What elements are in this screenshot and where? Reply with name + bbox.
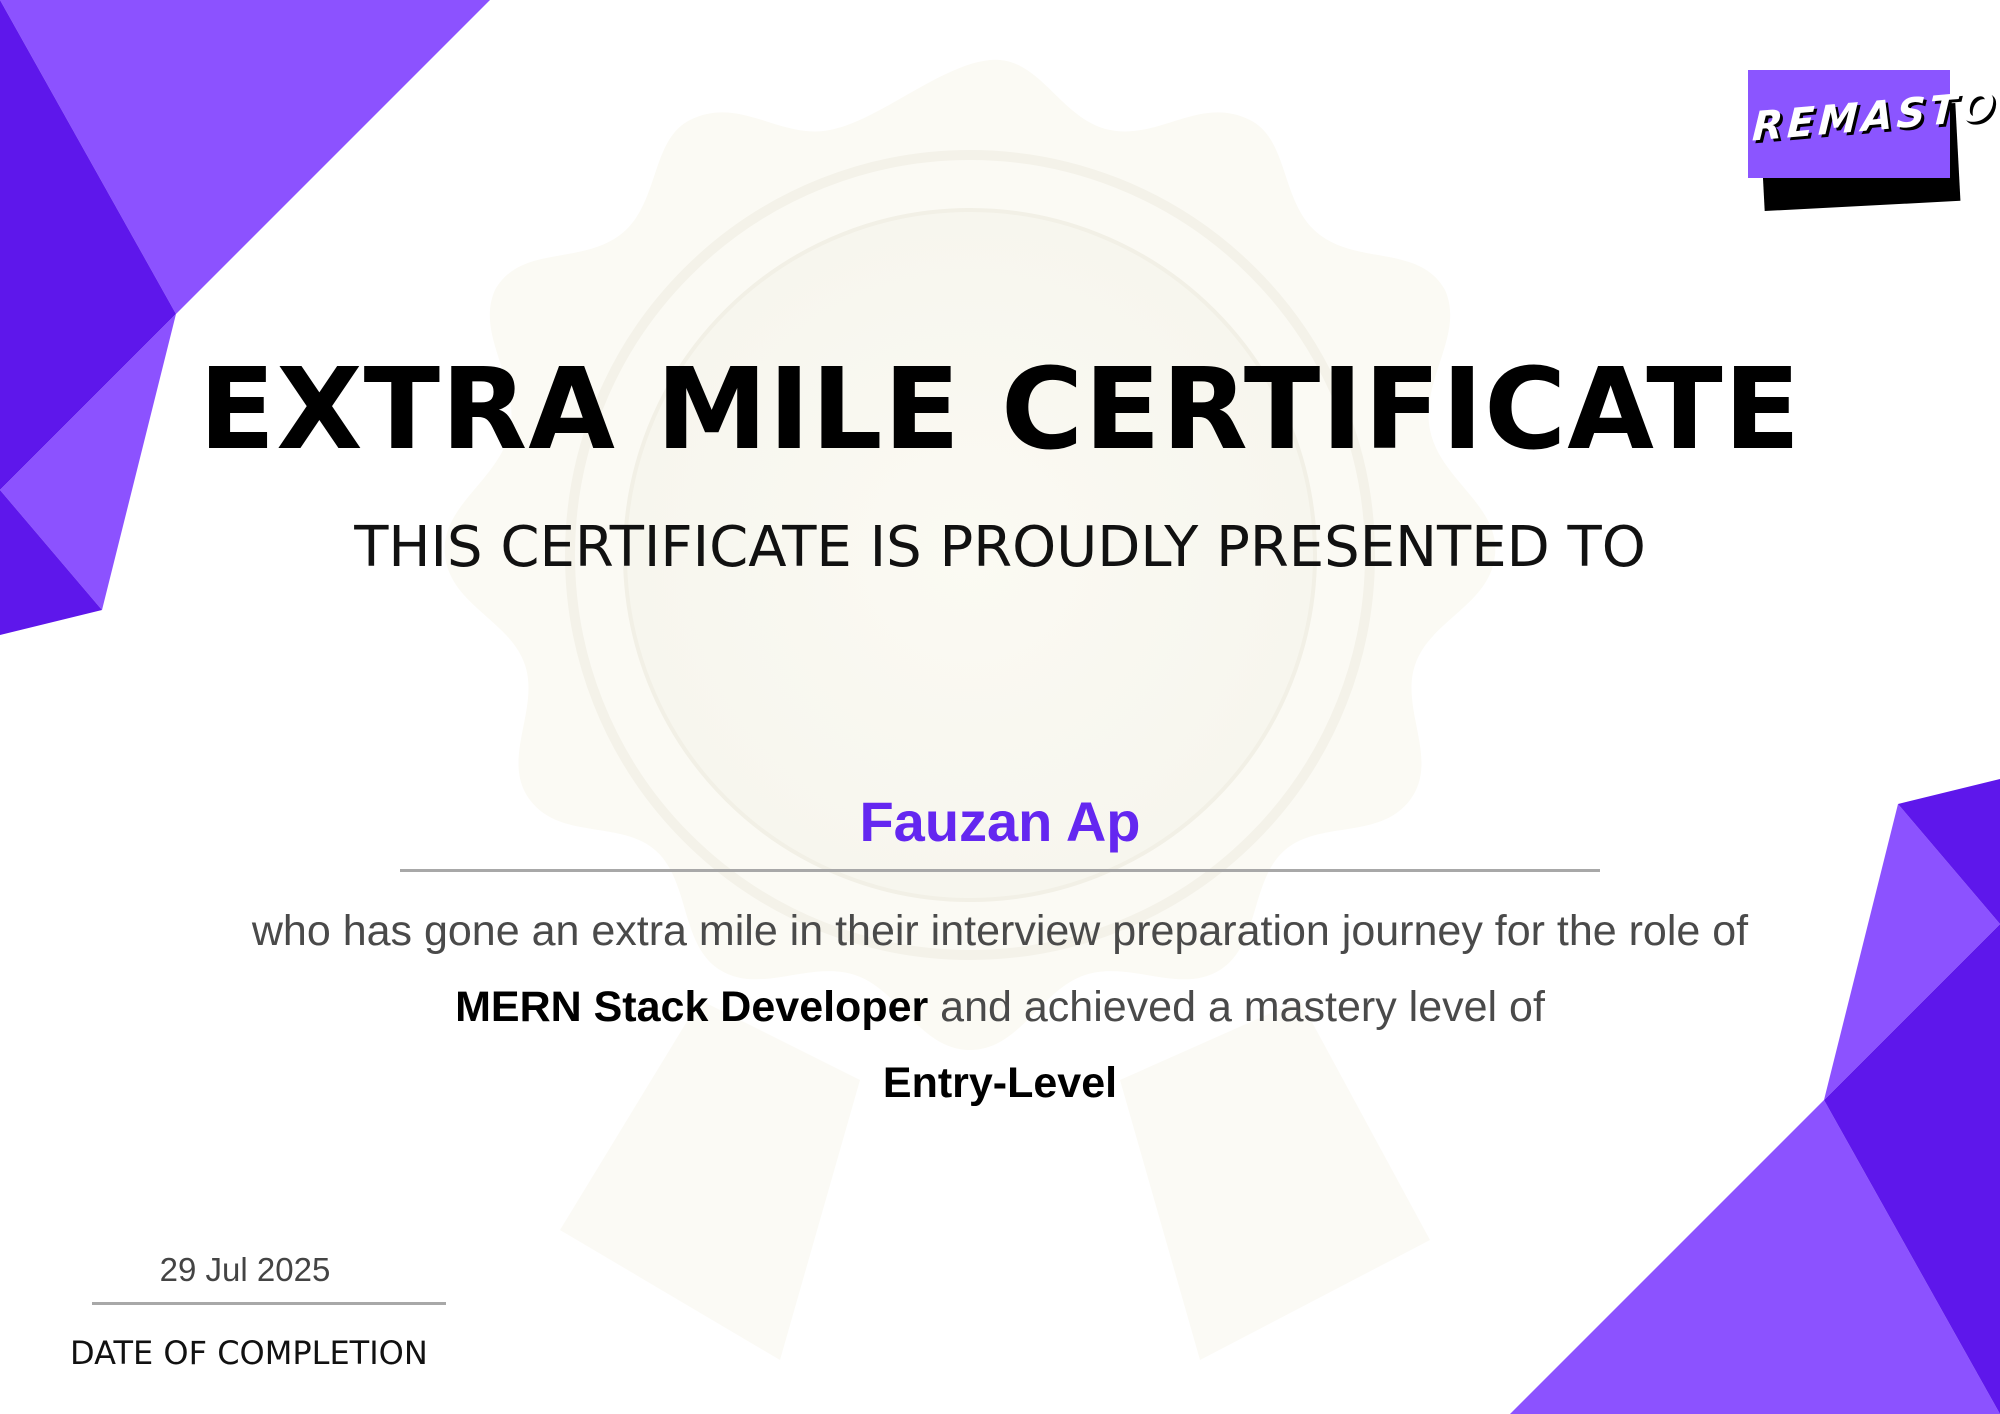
remasto-logo bbox=[1748, 70, 2000, 215]
date-underline bbox=[92, 1302, 446, 1305]
description-text-2: and achieved a mastery level of bbox=[928, 983, 1545, 1031]
seal-watermark bbox=[445, 60, 1496, 1360]
role-name: MERN Stack Developer bbox=[455, 983, 929, 1031]
recipient-underline bbox=[400, 869, 1600, 872]
completion-date: 29 Jul 2025 bbox=[159, 1251, 331, 1288]
description-text-1: who has gone an extra mile in their interview preparation journey for the role of bbox=[251, 907, 1749, 955]
certificate-subtitle: THIS CERTIFICATE IS PROUDLY PRESENTED TO bbox=[354, 515, 1646, 580]
date-label: DATE OF COMPLETION bbox=[70, 1334, 428, 1372]
certificate-description bbox=[240, 893, 1760, 1121]
mastery-level: Entry-Level bbox=[882, 1059, 1118, 1107]
certificate-title: EXTRA MILE CERTIFICATE bbox=[198, 345, 1802, 475]
recipient-name: Fauzan Ap bbox=[859, 790, 1141, 853]
logo-text: REMASTO bbox=[1751, 82, 2000, 151]
